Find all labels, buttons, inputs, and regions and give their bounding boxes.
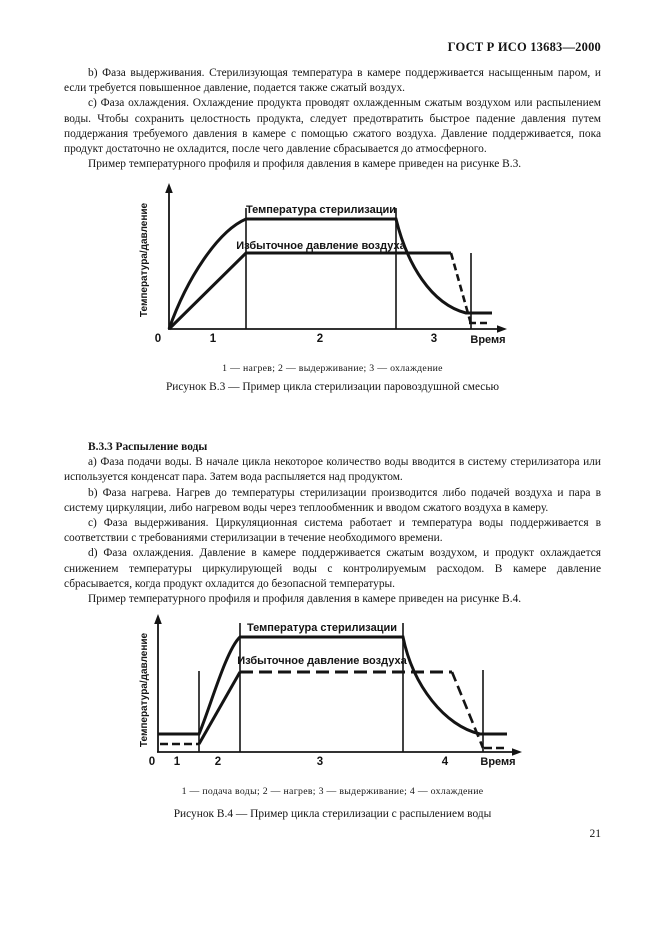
fig4-pressure-label: Избыточное давление воздуха [237,655,407,667]
fig3-temperature-label: Температура стерилизации [246,204,396,216]
fig4-temperature-curve [158,637,507,734]
fig4-y-axis-arrow [154,614,162,624]
fig3-y-axis-label: Температура/давление [139,202,150,318]
page-number: 21 [589,828,601,840]
fig4-phase-label-1: 1 [173,756,181,768]
fig4-phase-label-4: 4 [441,756,449,768]
fig4-pressure-rise [199,672,240,744]
fig4-origin-label: 0 [148,756,156,768]
fig4-x-axis-arrow [512,748,522,755]
figure-b4-diagram [130,612,545,780]
paragraph-example-b3: Пример температурного профиля и профиля давления в камере приведен на рисунке В.3. [88,158,522,171]
fig3-phase-label-1: 1 [209,333,217,345]
paragraph-item-b2: b) Фаза нагрева. Нагрев до температуры стерилизации производится либо подачей воздуха и пара в систему циркуляции, либо нагревом воды через теплообменник и вводом сжатого воздуха в камеру. [64,486,601,514]
fig3-x-axis-arrow [497,325,507,332]
fig3-temperature-curve [169,219,492,329]
fig4-phase-label-3: 3 [316,756,324,768]
paragraph-item-c: с) Фаза охлаждения. Охлаждение продукта проводят охлажденным сжатым воздухом или распылением воды. Чтобы сохранить целостность продукта, следует предотвратить быстрое падение давления путем поддержания требуемого давления в камере с помощью сжатого воздуха. Давление поддерживается, пока продукт достаточно не охладится, после чего давление сбрасывается до атмосферного. [64,97,601,156]
fig3-origin-label: 0 [154,333,162,345]
figure-b3-legend: 1 — нагрев; 2 — выдерживание; 3 — охлаждение [222,363,443,374]
paragraph-item-b: b) Фаза выдерживания. Стерилизующая температура в камере поддерживается насыщенным паром, и если требуется повышенное давление, подается также сжатый воздух. [64,67,601,95]
fig4-temperature-label: Температура стерилизации [247,622,397,634]
fig3-y-axis-arrow [165,183,173,193]
text-block-b33 [64,440,601,607]
paragraph-item-c2: с) Фаза выдерживания. Циркуляционная система работает и температура воды поддерживается в соответствии с требованиями стерилизации в течение необходимого времени. [64,517,601,545]
paragraph-item-a2: а) Фаза подачи воды. В начале цикла некоторое количество воды вводится в систему стерилизатора или используется конденсат пара. Затем вода распыляется над продуктом. [64,456,601,484]
figure-b3-caption: Рисунок В.3 — Пример цикла стерилизации паровоздушной смесью [165,381,500,393]
fig3-pressure-label: Избыточное давление воздуха [236,240,406,252]
fig3-pressure-curve [169,253,451,329]
fig4-phase-label-2: 2 [214,756,222,768]
fig3-phase-label-2: 2 [316,333,324,345]
figure-b3-diagram [130,180,540,352]
paragraph-item-d2: d) Фаза охлаждения. Давление в камере поддерживается сжатым воздухом, и продукт охлаждается снижением температуры циркулирующей воды с контролируемым расходом. В камере давление сбрасывается, когда продукт охладится до безопасной температуры. [64,547,601,590]
fig3-phase-label-3: 3 [430,333,438,345]
page-header-standard-number: ГОСТ Р ИСО 13683—2000 [447,40,601,54]
fig4-x-axis-label: Время [480,756,516,768]
fig3-x-axis-label: Время [470,334,506,346]
text-block-b32 [64,66,601,172]
fig4-pressure-release-dashed [452,672,483,748]
figure-b4-legend: 1 — подача воды; 2 — нагрев; 3 — выдерживание; 4 — охлаждение [181,786,484,797]
figure-b4-caption: Рисунок В.4 — Пример цикла стерилизации с распылением воды [173,808,492,820]
section-heading-b33: В.3.3 Распыление воды [88,441,208,453]
paragraph-example-b4: Пример температурного профиля и профиля давления в камере приведен на рисунке В.4. [88,593,522,606]
fig4-y-axis-label: Температура/давление [139,632,150,748]
